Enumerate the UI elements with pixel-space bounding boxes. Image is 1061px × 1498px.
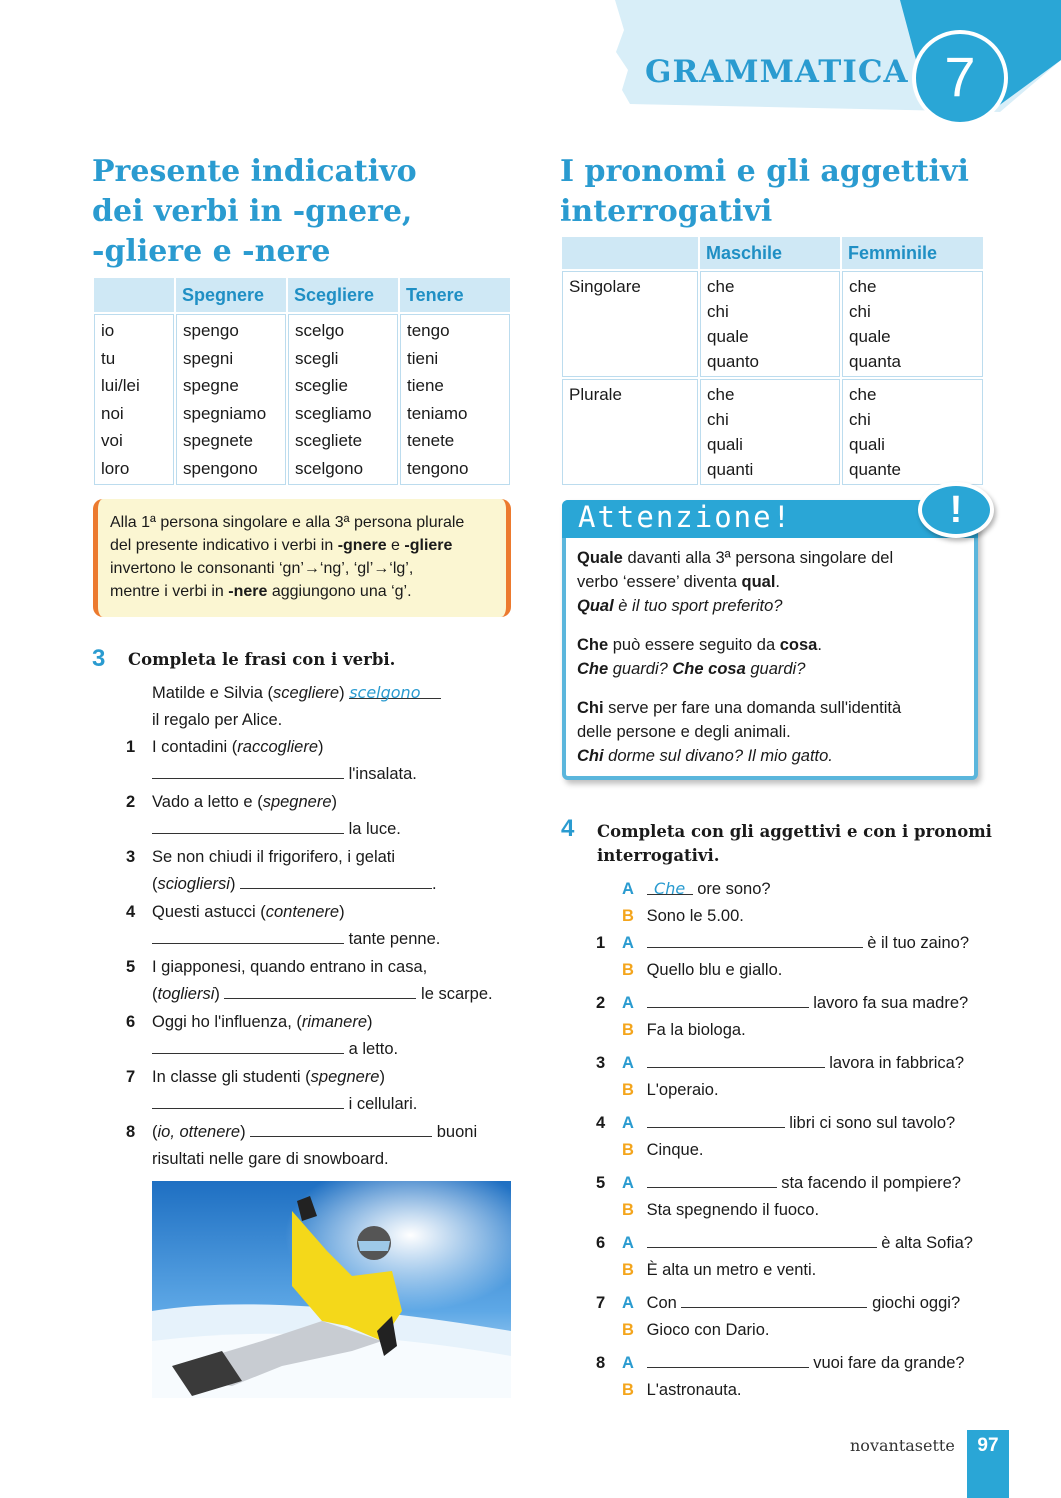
exercise-3-example: Matilde e Silvia (scegliere) scelgono il regalo per Alice. (152, 679, 512, 734)
exercise-4-item-8: 8 A vuoi fare da grande? B L'astronauta. (596, 1354, 965, 1399)
exercise-3-item-4: 4 Questi astucci (contenere) tante penne. (126, 903, 441, 948)
answer-blank[interactable] (647, 1232, 877, 1248)
answer-blank[interactable] (224, 983, 416, 999)
table-header-maschile: Maschile (700, 237, 840, 269)
exercise-4-title: Completa con gli aggettivi e con i pronomi interrogativi. (597, 822, 992, 865)
grammar-note-box: Alla 1ª persona singolare e alla 3ª persona plurale del presente indicativo i verbi in -gnere e -gliere invertono le consonanti ‘gn’→‘ng’, ‘gl’→‘lg’, mentre i verbi in -nere aggiungono una ‘g’. (93, 499, 511, 617)
answer-blank[interactable] (647, 1052, 825, 1068)
answer-blank[interactable] (152, 1038, 344, 1054)
exercise-4-example: A Che ore sono? B Sono le 5.00. (622, 875, 982, 930)
exercise-4-item-4: 4 A libri ci sono sul tavolo? B Cinque. (596, 1114, 956, 1159)
exercise-3-item-3: 3 Se non chiudi il frigorifero, i gelati (sciogliersi) . (126, 848, 437, 893)
snowboarder-photo (152, 1181, 511, 1398)
attention-title: Attenzione! (578, 500, 793, 534)
exercise-4-item-2: 2 A lavoro fa sua madre? B Fa la biologa. (596, 994, 969, 1039)
singolare-femminile: che chi quale quanta (842, 271, 983, 377)
interrogatives-table (560, 235, 985, 487)
spegnere-column: spengo spegni spegne spegniamo spegnete spengono (176, 314, 286, 485)
exercise-3-item-1: 1 I contadini (raccogliere) l'insalata. (126, 738, 417, 783)
singolare-maschile: che chi quale quanto (700, 271, 840, 377)
example-answer: Che (647, 875, 693, 895)
exclamation-icon: ! (918, 482, 994, 538)
plurale-maschile: che chi quali quanti (700, 379, 840, 485)
exercise-4-item-6: 6 A è alta Sofia? B È alta un metro e venti. (596, 1234, 973, 1279)
table-header-scegliere: Scegliere (288, 278, 398, 312)
attention-che-rule: Che può essere seguito da cosa. Che guardi? Che cosa guardi? (577, 636, 822, 678)
page-number-word: novantasette (850, 1436, 955, 1455)
exercise-4-item-5: 5 A sta facendo il pompiere? B Sta spegnendo il fuoco. (596, 1174, 961, 1219)
table-header-empty (94, 278, 174, 312)
exercise-3-number: 3 (92, 645, 106, 672)
tenere-column: tengo tieni tiene teniamo tenete tengono (400, 314, 510, 485)
exercise-4-item-7: 7 A Con giochi oggi? B Gioco con Dario. (596, 1294, 961, 1339)
exercise-4-number: 4 (561, 815, 575, 842)
section-header-title: GRAMMATICA (645, 54, 909, 90)
exercise-4-item-3: 3 A lavora in fabbrica? B L'operaio. (596, 1054, 965, 1099)
row-label-plurale: Plurale (562, 379, 698, 485)
answer-blank[interactable] (647, 1112, 785, 1128)
persons-column: io tu lui/lei noi voi loro (94, 314, 174, 485)
attention-quale-rule: Quale davanti alla 3ª persona singolare del verbo ‘essere’ diventa qual. Qual è il tuo sport preferito? (577, 549, 894, 615)
answer-blank[interactable] (152, 928, 344, 944)
answer-blank[interactable] (647, 1352, 809, 1368)
scegliere-column: scelgo scegli sceglie scegliamo scegliete scelgono (288, 314, 398, 485)
exercise-3-item-8: 8 (io, ottenere) buoni risultati nelle gare di snowboard. (126, 1123, 478, 1168)
exercise-4-item-1: 1 A è il tuo zaino? B Quello blu e giallo. (596, 934, 970, 979)
table-header-spegnere: Spegnere (176, 278, 286, 312)
answer-blank[interactable] (152, 1093, 344, 1109)
answer-blank[interactable] (681, 1292, 867, 1308)
unit-number-badge: 7 (912, 30, 1008, 126)
answer-blank[interactable] (240, 873, 432, 889)
page-number: 97 (967, 1430, 1009, 1498)
verb-conjugation-table (92, 276, 512, 487)
left-section-title: Presente indicativo dei verbi in -gnere, -gliere e -nere (92, 154, 417, 269)
example-answer: scelgono (349, 679, 441, 699)
exercise-3-item-2: 2 Vado a letto e (spegnere) la luce. (126, 793, 401, 838)
table-header-empty (562, 237, 698, 269)
answer-blank[interactable] (647, 992, 809, 1008)
right-section-title: I pronomi e gli aggettivi interrogativi (560, 154, 969, 229)
answer-blank[interactable] (647, 1172, 777, 1188)
attention-chi-rule: Chi serve per fare una domanda sull'identità delle persone e degli animali. Chi dorme sul divano? Il mio gatto. (577, 699, 902, 765)
answer-blank[interactable] (647, 932, 863, 948)
exercise-3-item-5: 5 I giapponesi, quando entrano in casa, (togliersi) le scarpe. (126, 958, 493, 1003)
plurale-femminile: che chi quali quante (842, 379, 983, 485)
table-header-femminile: Femminile (842, 237, 983, 269)
exercise-3-item-6: 6 Oggi ho l'influenza, (rimanere) a letto. (126, 1013, 399, 1058)
answer-blank[interactable] (152, 818, 344, 834)
table-header-tenere: Tenere (400, 278, 510, 312)
answer-blank[interactable] (152, 763, 344, 779)
row-label-singolare: Singolare (562, 271, 698, 377)
exercise-3-title: Completa le frasi con i verbi. (128, 650, 396, 669)
exercise-3-item-7: 7 In classe gli studenti (spegnere) i cellulari. (126, 1068, 418, 1113)
answer-blank[interactable] (250, 1121, 432, 1137)
